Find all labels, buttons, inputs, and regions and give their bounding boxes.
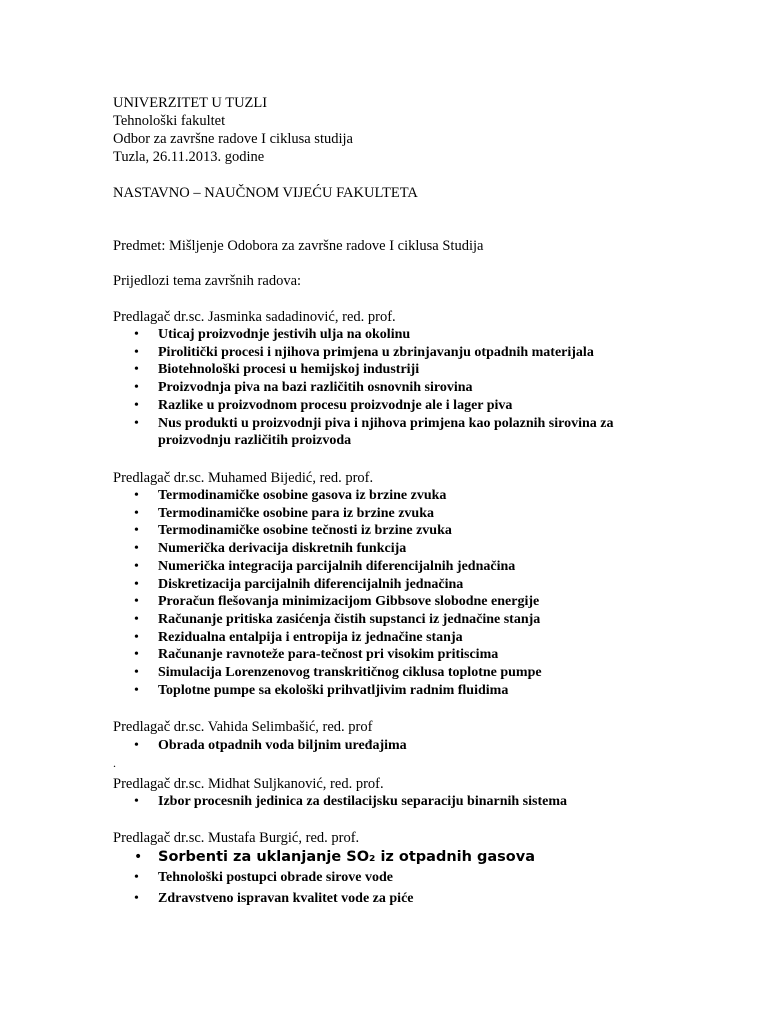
topic-item: • Pirolitički procesi i njihova primjena u zbrinjavanju otpadnih materijala	[134, 344, 594, 360]
bullet-icon: •	[134, 558, 139, 574]
topic-item: • Izbor procesnih jedinica za destilacijsku separaciju binarnih sistema	[134, 794, 568, 809]
proposer-name: Predlagač dr.sc. Jasminka sadadinović, red. prof.	[113, 309, 396, 325]
topic-item: • Razlike u proizvodnom procesu proizvodnje ale i lager piva	[134, 397, 513, 413]
bullet-icon: •	[134, 738, 139, 753]
bullet-icon: •	[134, 849, 143, 865]
topic-item: • Termodinamičke osobine gasova iz brzine zvuka	[134, 488, 447, 503]
bullet-icon: •	[134, 629, 139, 645]
topic-list	[113, 487, 542, 699]
topic-list	[113, 737, 407, 755]
bullet-icon: •	[134, 682, 139, 698]
topic-item: • Toplotne pumpe sa ekološki prihvatljivim radnim fluidima	[134, 682, 509, 698]
topic-item: • Računanje pritiska zasićenja čistih supstanci iz jednačine stanja	[134, 611, 541, 627]
intro-line: Prijedlozi tema završnih radova:	[113, 273, 302, 289]
place-date: Tuzla, 26.11.2013. godine	[113, 149, 265, 165]
bullet-icon: •	[134, 380, 139, 396]
proposer-name: Predlagač dr.sc. Vahida Selimbašić, red. prof	[113, 719, 373, 735]
faculty-name: Tehnološki fakultet	[113, 113, 226, 129]
committee-name: Odbor za završne radove I ciklusa studija	[113, 131, 353, 147]
topic-item: • Zdravstveno ispravan kvalitet vode za piće	[134, 890, 414, 906]
topic-item: • Numerička integracija parcijalnih diferencijalnih jednačina	[134, 558, 516, 574]
bullet-icon: •	[134, 541, 139, 557]
bullet-icon: •	[134, 576, 139, 592]
topic-item: • Nus produkti u proizvodnji piva i njihova primjena kao polaznih sirovina za	[134, 415, 614, 431]
bullet-icon: •	[134, 397, 139, 413]
addressee: NASTAVNO – NAUČNOM VIJEĆU FAKULTETA	[113, 185, 418, 201]
bullet-icon: •	[134, 505, 139, 521]
bullet-icon: •	[134, 647, 139, 663]
bullet-icon: •	[134, 594, 139, 610]
topic-item: • Sorbenti za uklanjanje SO₂ iz otpadnih gasova	[134, 849, 536, 865]
proposer-name: Predlagač dr.sc. Mustafa Burgić, red. prof.	[113, 830, 360, 846]
topic-item: • Uticaj proizvodnje jestivih ulja na okolinu	[134, 327, 411, 342]
topic-list	[113, 326, 614, 450]
topic-list	[113, 793, 567, 811]
topic-item: • Biotehnološki procesi u hemijskoj industriji	[134, 362, 420, 378]
topic-item: • Rezidualna entalpija i entropija iz jednačine stanja	[134, 629, 463, 645]
topic-item-continuation: proizvodnju različitih proizvoda	[158, 433, 352, 449]
topic-item: • Računanje ravnoteže para-tečnost pri visokim pritiscima	[134, 647, 499, 663]
bullet-icon: •	[134, 344, 139, 360]
topic-list	[113, 847, 535, 907]
topic-item: • Termodinamičke osobine tečnosti iz brzine zvuka	[134, 523, 452, 539]
bullet-icon: •	[134, 890, 139, 906]
university-name: UNIVERZITET U TUZLI	[113, 95, 268, 111]
topic-item: • Tehnološki postupci obrade sirove vode	[134, 870, 393, 885]
proposer-name: Predlagač dr.sc. Muhamed Bijedić, red. prof.	[113, 470, 374, 486]
bullet-icon: •	[134, 327, 139, 342]
bullet-icon: •	[134, 665, 139, 681]
separator-dot: .	[113, 756, 116, 770]
topic-item: • Proračun flešovanja minimizacijom Gibbsove slobodne energije	[134, 594, 540, 610]
subject-line: Predmet: Mišljenje Odobora za završne radove I ciklusa Studija	[113, 238, 484, 254]
topic-item: • Diskretizacija parcijalnih diferencijalnih jednačina	[134, 576, 464, 592]
topic-item: • Numerička derivacija diskretnih funkcija	[134, 541, 407, 557]
topic-item: • Simulacija Lorenzenovog transkritičnog ciklusa toplotne pumpe	[134, 665, 542, 681]
bullet-icon: •	[134, 870, 139, 885]
topic-item: • Proizvodnja piva na bazi različitih osnovnih sirovina	[134, 380, 473, 396]
bullet-icon: •	[134, 794, 139, 809]
proposer-name: Predlagač dr.sc. Midhat Suljkanović, red. prof.	[113, 776, 384, 792]
bullet-icon: •	[134, 488, 139, 503]
bullet-icon: •	[134, 415, 139, 431]
topic-item: • Termodinamičke osobine para iz brzine zvuka	[134, 505, 434, 521]
bullet-icon: •	[134, 362, 139, 378]
bullet-icon: •	[134, 611, 139, 627]
topic-item: • Obrada otpadnih voda biljnim uređajima	[134, 738, 407, 753]
bullet-icon: •	[134, 523, 139, 539]
